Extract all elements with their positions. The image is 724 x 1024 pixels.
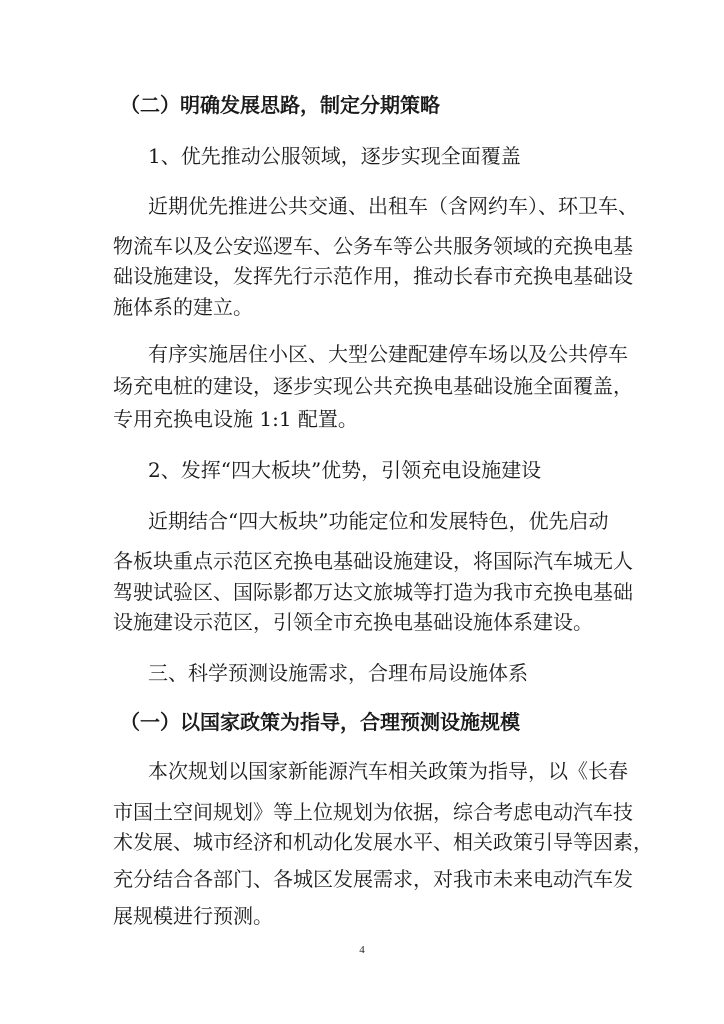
paragraph-1-line: 础设施建设，发挥先行示范作用，推动长春市充换电基础设 [113, 264, 633, 288]
section-heading-1: （一）以国家政策为指导，合理预测设施规模 [120, 710, 520, 734]
paragraph-3-line: 近期结合“四大板块”功能定位和发展特色，优先启动 [148, 509, 609, 533]
paragraph-2-line: 专用充换电设施 1:1 配置。 [113, 407, 358, 431]
paragraph-2-line: 场充电桩的建设，逐步实现公共充换电基础设施全面覆盖， [113, 374, 633, 398]
paragraph-1-line: 物流车以及公安巡逻车、公务车等公共服务领域的充换电基 [113, 234, 633, 258]
paragraph-3-line: 驾驶试验区、国际影都万达文旅城等打造为我市充换电基础 [113, 580, 633, 604]
section-heading-2: （二）明确发展思路，制定分期策略 [120, 93, 440, 117]
paragraph-3-line: 各板块重点示范区充换电基础设施建设，将国际汽车城无人 [113, 549, 633, 573]
paragraph-4-line: 市国土空间规划》等上位规划为依据，综合考虑电动汽车技 [113, 800, 633, 824]
paragraph-4-line: 充分结合各部门、各城区发展需求，对我市未来电动汽车发 [113, 867, 633, 891]
paragraph-4-line: 本次规划以国家新能源汽车相关政策为指导，以《长春 [148, 759, 628, 783]
page-number: 4 [359, 944, 365, 956]
subitem-2-heading: 2、发挥“四大板块”优势，引领充电设施建设 [148, 458, 542, 482]
paragraph-1-line: 近期优先推进公共交通、出租车（含网约车）、环卫车、 [148, 194, 638, 218]
section-heading-3: 三、科学预测设施需求，合理布局设施体系 [148, 661, 528, 685]
paragraph-3-line: 设施建设示范区，引领全市充换电基础设施体系建设。 [113, 610, 593, 634]
paragraph-1-line: 施体系的建立。 [113, 295, 253, 319]
paragraph-4-line: 展规模进行预测。 [113, 904, 273, 928]
paragraph-2-line: 有序实施居住小区、大型公建配建停车场以及公共停车 [148, 342, 628, 366]
subitem-1-heading: 1、优先推动公服领域，逐步实现全面覆盖 [148, 144, 521, 168]
paragraph-4-line: 术发展、城市经济和机动化发展水平、相关政策引导等因素， [113, 830, 653, 854]
